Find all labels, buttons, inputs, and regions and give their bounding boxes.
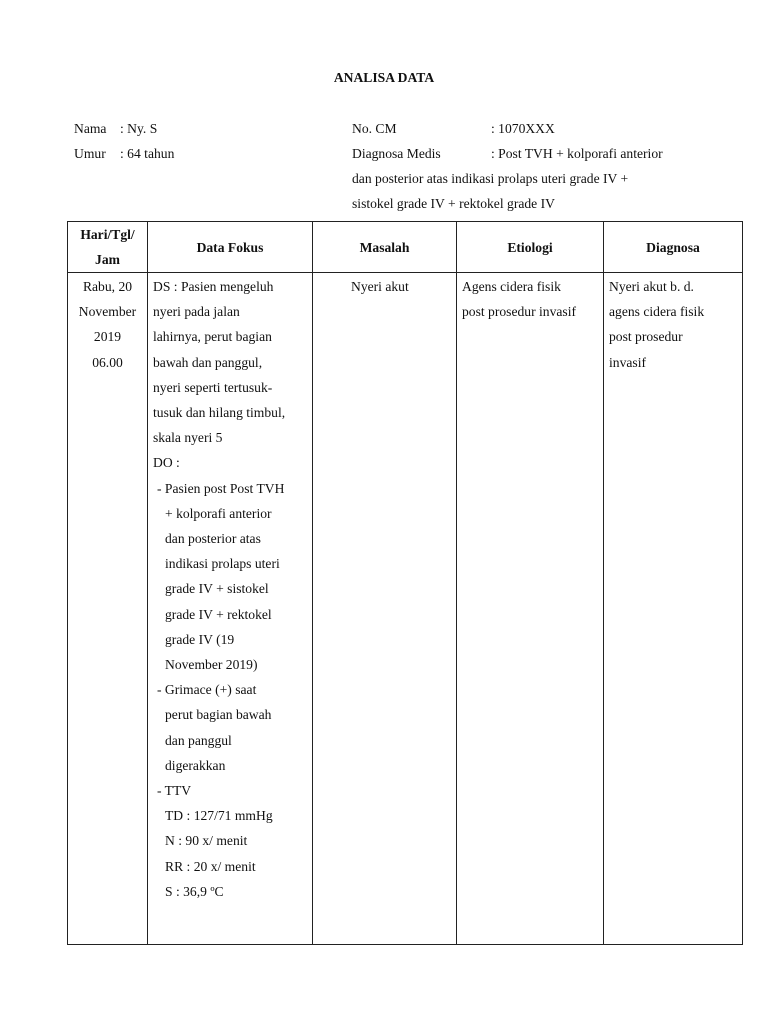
cell-day: Rabu, 20 November 2019 06.00 [68,273,148,945]
name-value: : Ny. S [120,121,158,136]
table-row [68,273,743,945]
diagnosis-continuation-1: dan posterior atas indikasi prolaps uteri grade IV + [352,171,629,186]
name-row [74,116,174,141]
age-value: : 64 tahun [120,146,175,161]
do-item-3: - TTV TD : 127/71 mmHg N : 90 x/ menit RR : 20 x/ menit S : 36,9 ºC [153,778,310,904]
cm-value: : 1070XXX [491,121,555,136]
name-label: Nama [74,121,107,136]
cell-data-fokus [148,273,313,945]
vital-td: TD : 127/71 mmHg [165,808,273,824]
table-header-row [68,222,743,273]
diagnosis-continuation-2: sistokel grade IV + rektokel grade IV [352,196,555,211]
ds-section: DS : Pasien mengeluh nyeri pada jalan lahirnya, perut bagian bawah dan panggul, nyeri seperti tertusuk- tusuk dan hilang timbul, skala nyeri 5 [153,279,286,446]
header-day: Hari/Tgl/ Jam [68,222,148,273]
header-diagnosa: Diagnosa [604,222,743,273]
analysis-table [67,221,743,945]
cm-row [352,116,663,141]
header-etiologi: Etiologi [457,222,604,273]
diagnosis-label: Diagnosa Medis [352,146,441,161]
header-data-fokus: Data Fokus [148,222,313,273]
vital-s: S : 36,9 ºC [165,883,224,899]
header-masalah: Masalah [313,222,457,273]
age-label: Umur [74,146,106,161]
cell-etiologi: Agens cidera fisik post prosedur invasif [457,273,604,945]
cell-masalah: Nyeri akut [313,273,457,945]
patient-info-right [352,116,663,216]
age-row [74,141,174,166]
vital-n: N : 90 x/ menit [165,833,248,849]
diagnosis-value: : Post TVH + kolporafi anterior [491,146,663,161]
document-title: ANALISA DATA [333,70,435,85]
do-item-1: - Pasien post Post TVH + kolporafi anterior dan posterior atas indikasi prolaps uteri grade IV + sistokel grade IV + rektokel grade IV (19 November 2019) [157,480,285,673]
diagnosis-row [352,141,663,166]
patient-info-left [74,116,174,166]
do-item-2: - Grimace (+) saat perut bagian bawah dan panggul digerakkan [157,682,272,773]
do-label: DO : [153,455,180,471]
vital-rr: RR : 20 x/ menit [165,858,256,874]
cell-diagnosa: Nyeri akut b. d. agens cidera fisik post prosedur invasif [604,273,743,945]
cm-label: No. CM [352,121,397,136]
